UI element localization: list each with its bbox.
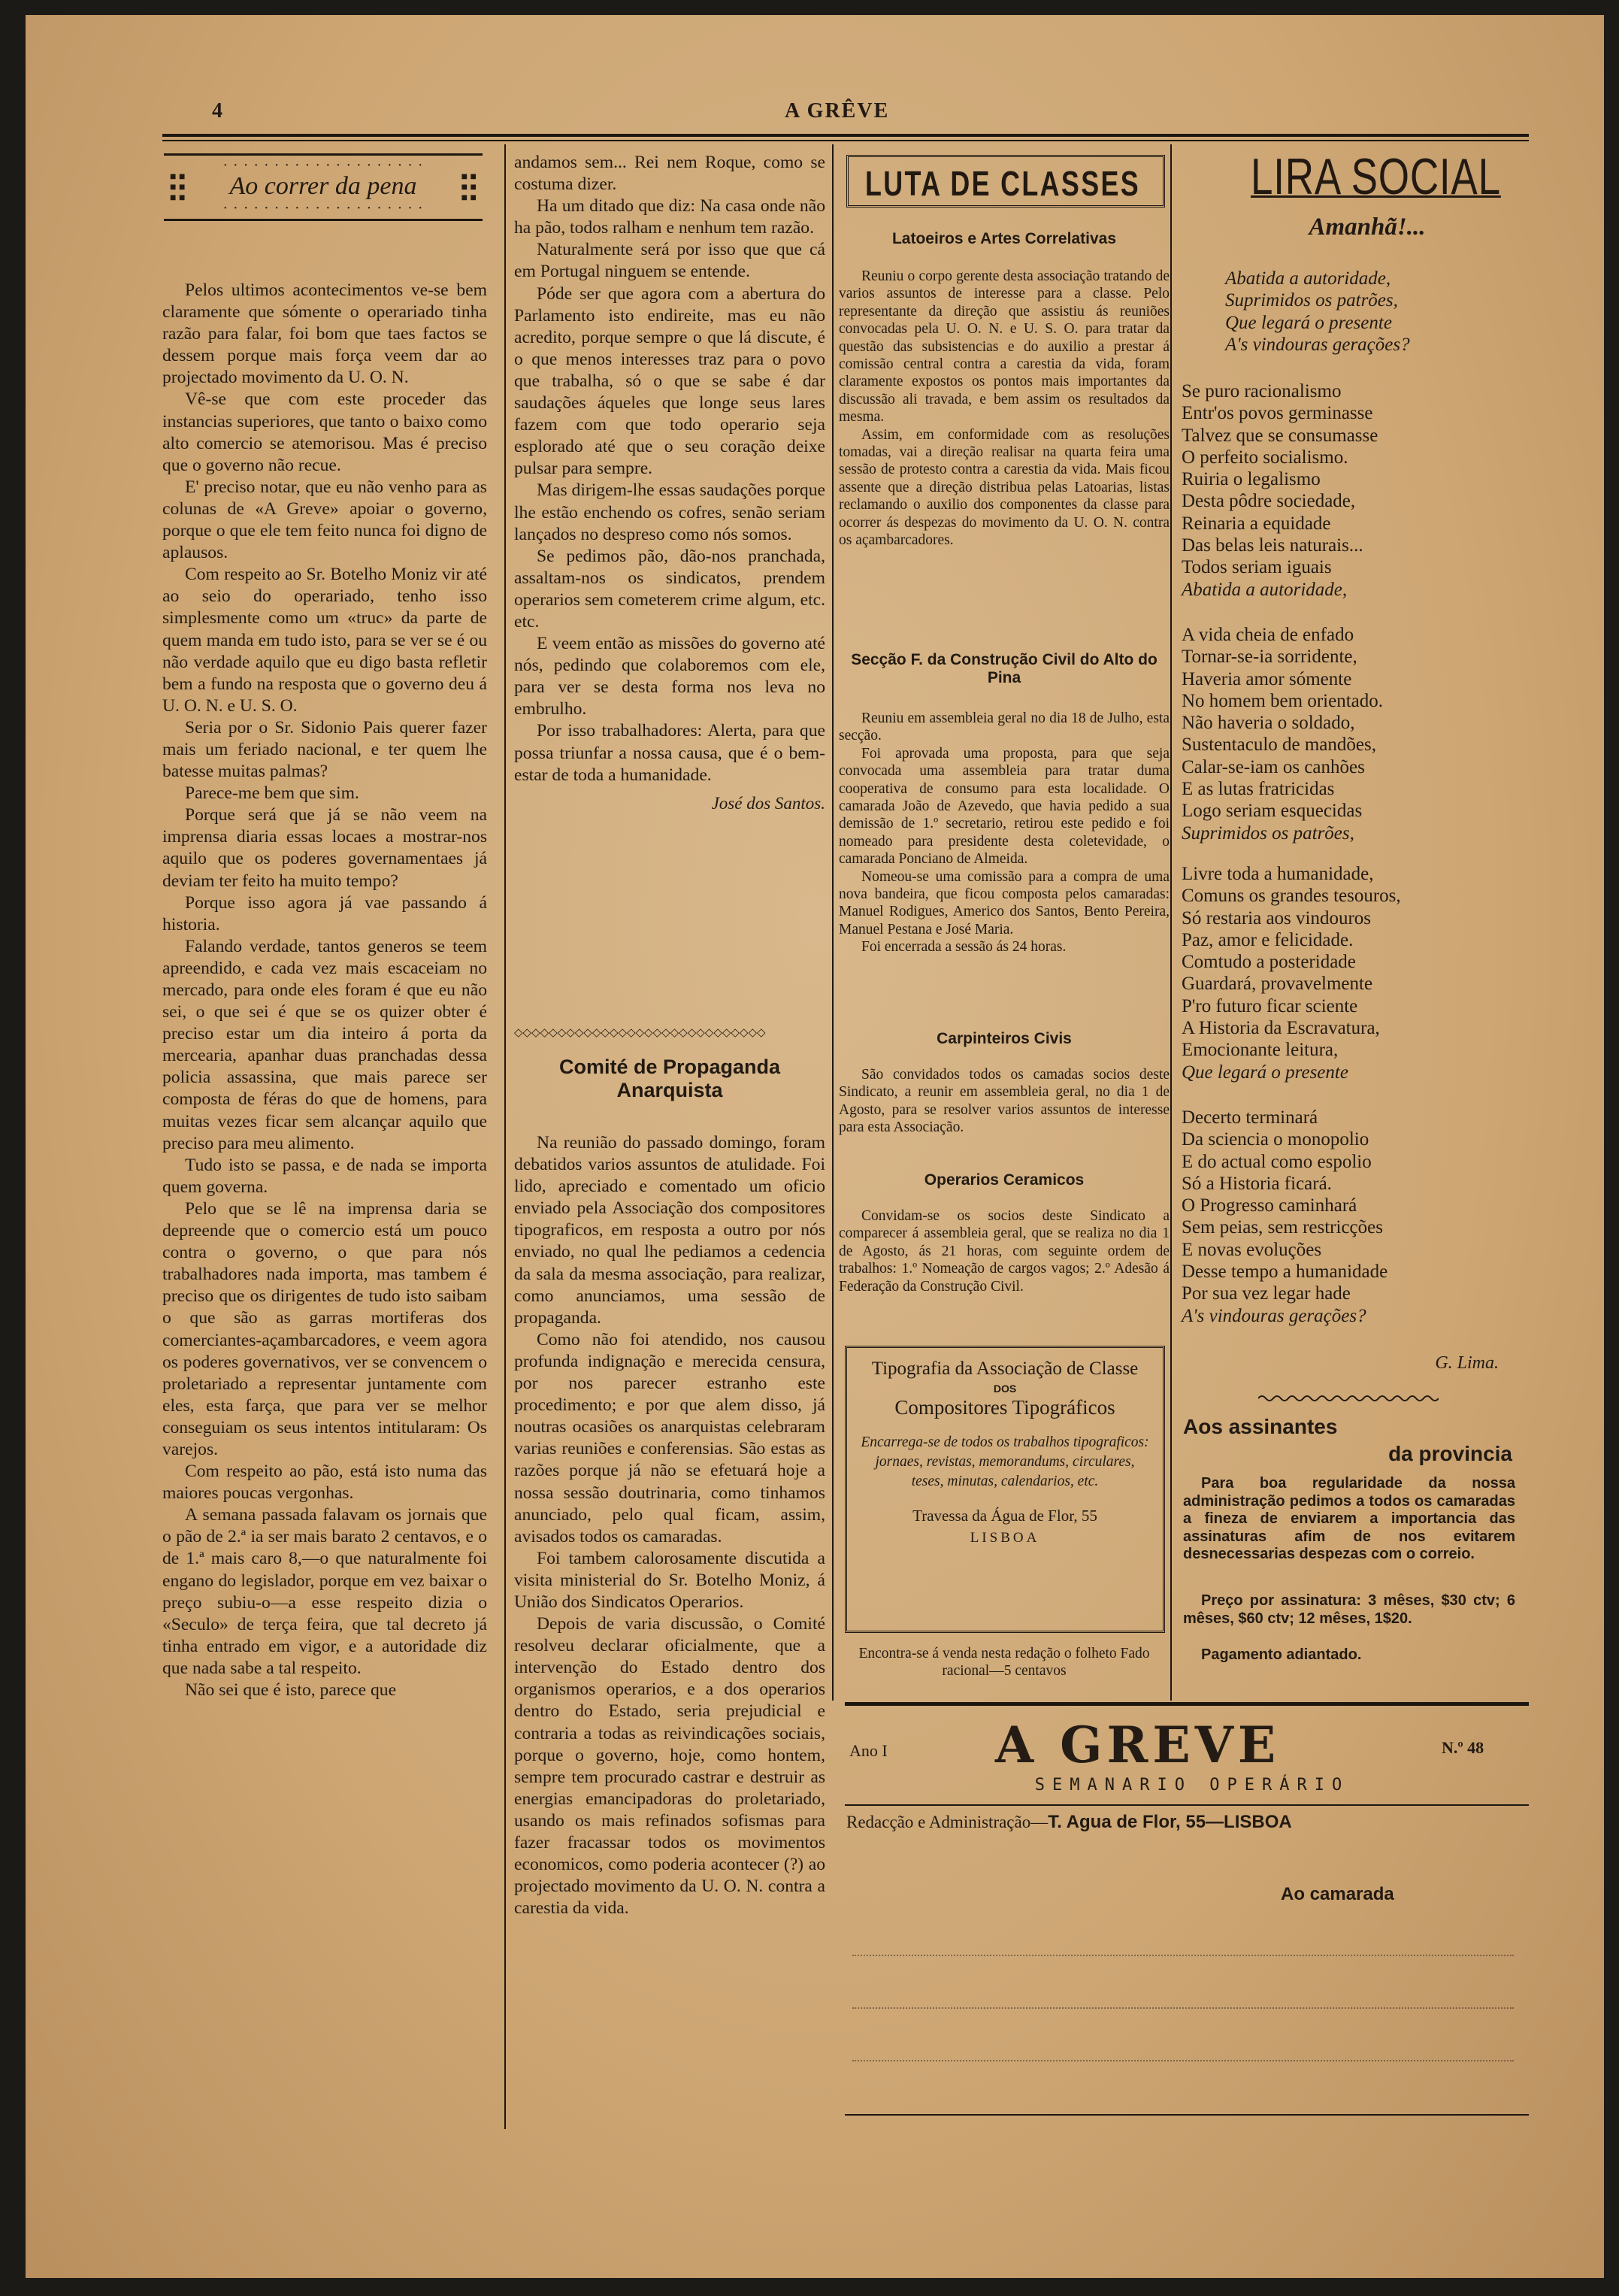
paragraph: Foi tambem calorosamente discutida a visita ministerial do Sr. Botelho Moniz, á União dos Sindicatos Operarios. [514, 1548, 825, 1612]
poem-stanza-2 [1182, 380, 1378, 601]
paragraph: Depois de varia discussão, o Comité resolveu declarar oficialmente, que a intervenção do Estado dentro dos organismos operarios, e a dos operarios dentro do Estado, seria prejudicial e contraria a todas as reivindicações sociais, porque o governo, hoje, como hontem, sempre tem procurado castrar e destruir as energias emancipadoras do proletariado, usando os mais refinados sofismas para fazer fracassar todos os movimentos economicos, como poderia acontecer (?) ao projectado movimento da U. O. N. contra a carestia da vida. [514, 1614, 825, 1919]
paragraph: E veem então as missões do governo até nós, pedindo que colaboremos com ele, para ver se desta forma nos leva no embrulho. [514, 634, 825, 719]
paragraph: Com respeito ao pão, está isto numa das maiores poucas vergonhas. [162, 1462, 487, 1504]
paragraph: Nomeou-se uma comissão para a compra de uma nova bandeira, que ficou composta pelos camaradas: Manuel Rodigues, Americo dos Santos, Bento Pereira, Manuel Pestana e José Maria. [839, 868, 1170, 937]
paragraph: Foi encerrada a sessão ás 24 horas. [861, 939, 1067, 956]
verse-line: Logo seriam esquecidas [1182, 801, 1363, 822]
verse-line: Da sciencia o monopolio [1182, 1129, 1369, 1150]
verse-line: Abatida a autoridade, [1182, 579, 1348, 600]
mailer-address: T. Agua de Flor, 55—LISBOA [1048, 1812, 1292, 1832]
paragraph: Parece-me bem que sim. [185, 783, 359, 804]
wavy-divider [1258, 1394, 1439, 1403]
assinantes-title: Aos assinantes [1183, 1415, 1338, 1438]
paragraph: Mas dirigem-lhe essas saudações porque lhe estão enchendo os cofres, senão seriam lançados no despreso como nós somos. [514, 480, 825, 544]
verse-line: E do actual como espolio [1182, 1151, 1372, 1172]
construcao-title: Secção F. da Construção Civil do Alto do Pina [851, 651, 1158, 686]
paragraph: Porque isso agora já vae passando á historia. [162, 892, 487, 934]
paragraph: E' preciso notar, que eu não venho para as colunas de «A Greve» apoiar o governo, porque o que ele tem feito nunca foi digno de aplausos. [162, 477, 487, 563]
verse-line: A's vindouras gerações? [1225, 334, 1410, 355]
ad-address: Travessa da Água de Flor, 55 [912, 1507, 1097, 1525]
paragraph: Convidam-se os socios deste Sindicato a comparecer á assembleia geral, que se realiza no dia 1 de Agosto, ás 21 horas, com seguinte ordem de trabalhos: 1.º Nomeação de cargos vagos; 2.º Adesão á Federação da Construção Civil. [839, 1208, 1170, 1295]
paragraph: Reuniu em assembleia geral no dia 18 de Julho, esta secção. [839, 710, 1170, 744]
poem-stanza-3 [1182, 624, 1383, 844]
header-rule [162, 134, 1529, 137]
verse-line: A's vindouras gerações? [1182, 1305, 1366, 1326]
ad-line3: Compositores Tipográficos [894, 1396, 1115, 1419]
address-line [852, 2060, 1514, 2061]
paragraph: Com respeito ao Sr. Botelho Moniz vir até ao seio do operariado, tenho isso simplesmente como um «truc» da parte de quem manda em tudo isto, para se ver se é ou não verdade aquilo que eu digo basta refletir bem a fundo na resposta que o governo deu á U. O. N. e U. S. O. [162, 565, 487, 716]
paragraph: Assim, em conformidade com as resoluções tomadas, vai a direção realisar na quarta feira uma sessão de protesto contra a carestia da vida. Mais ficou assente que a direção distribua pelas Latoarias, listas reclamando o auxilio dos componentes da classe para ocorrer ás despezas do movimento da U. O. N. contra os açambarcadores. [839, 426, 1170, 549]
mailer-address-label: Redacção e Administração— [846, 1813, 1049, 1831]
ceramicos-title: Operarios Ceramicos [924, 1171, 1085, 1189]
luta-de-classes-header-box [846, 155, 1165, 207]
paragraph: Pelo que se lê na imprensa daria se depreende que o comercio está um pouco contra o governo, o que para nós trabalhadores nada importa, mas tambem é preciso que os dirigentes de tudo isto saibam o que são as garras mortiferas dos comerciantes-açambarcadores, e veem agora os poderes governativos, ver se convencem o proletariado a representar juntamente com eles, esta farça, que para ver se melhor conseguiam os seus intentos intitularam: Os varejos. [162, 1198, 487, 1459]
paragraph: Na reunião do passado domingo, foram debatidos varios assuntos de atulidade. Foi lido, apreciado e comentado um oficio enviado pela Associação dos compositores tipograficos, em resposta a outro por nós enviado, no qual lhe pediamos a cedencia da sala da mesma associação, para realizar, como anunciamos, uma sessão de propaganda. [514, 1133, 825, 1328]
paragraph: Não sei que é isto, parece que [185, 1680, 397, 1700]
mailer-year: Ano I [849, 1741, 888, 1760]
poem-author: G. Lima. [1435, 1353, 1499, 1373]
paragraph: Foi aprovada uma proposta, para que seja convocada uma assembleia para tratar duma cooperativa de consumo para esta localidade. O camarada João de Azevedo, que havia pedido a sua demissão de 1.º secretario, retirou este pedido e foi nomeado para presidente desta coletevidade, o camarada Ponciano de Almeida. [839, 745, 1170, 868]
verse-line: E as lutas fratricidas [1182, 779, 1335, 800]
verse-line: Ruiria o legalismo [1182, 469, 1321, 490]
paragraph: Falando verdade, tantos generos se teem apreendido, e cada vez mais escaceiam no mercado, para onde eles foram é que eu não sei, o que sei é que se os quizer obter é preciso estar um dia inteiro á porta da mercearia, apanhar duas pranchadas dessa policia assassina, que mais parece ser composta de féras do que de homens, para muitas vezes ficar sem alcançar aquilo que preciso para meu alimento. [162, 936, 487, 1153]
verse-line: Só restaria aos vindouros [1182, 907, 1372, 928]
latoeiros-title: Latoeiros e Artes Correlativas [891, 230, 1116, 247]
mailer-rule-top [845, 1702, 1529, 1706]
poem-title: Amanhã!... [1309, 214, 1426, 241]
paragraph: São convidados todos os camadas socios deste Sindicato, a reunir em assembleia geral, no dia 1 de Agosto, para se resolver varios assuntos de interesse para esta Associação. [839, 1067, 1170, 1136]
column-rule [1170, 144, 1172, 1701]
verse-line: P'ro futuro ficar sciente [1182, 995, 1358, 1016]
mailer-salutation: Ao camarada [1281, 1884, 1394, 1904]
ad-city: LISBOA [970, 1530, 1040, 1546]
ad-body: Encarrega-se de todos os trabalhos tipograficos: jornaes, revistas, memorandums, circulares, teses, minutas, calendarios, etc. [861, 1434, 1149, 1489]
verse-line: Calar-se-iam os canhões [1182, 756, 1365, 777]
tipografia-ad-box [845, 1346, 1165, 1633]
article-col2-continuation [514, 152, 825, 814]
verse-line: A Historia da Escravatura, [1182, 1018, 1380, 1039]
address-line [852, 1955, 1514, 1956]
poem-stanza-5 [1182, 1107, 1387, 1327]
header-rule-thin [162, 140, 1529, 141]
mailer-rule-bottom [845, 2114, 1529, 2116]
divider-ornament: ◇◇◇◇◇◇◇◇◇◇◇◇◇◇◇◇◇◇◇◇◇◇◇◇◇◇◇◇◇ [514, 1027, 766, 1039]
verse-line: Livre toda a humanidade, [1182, 864, 1374, 884]
section-header-box: · · · · · · · · · · · · · · · · · · · · ■ ■ ■ ■ ■ ■ ■ ■ ■ ■ ■ ■ Ao correr da pena · · · · · · · · · · · · · · · · · · · · [164, 153, 483, 221]
verse-line: E novas evoluções [1182, 1239, 1322, 1260]
paragraph: Ha um ditado que diz: Na casa onde não ha pão, todos ralham e nenhum tem razão. [514, 196, 825, 238]
mailer-title: A GREVE [995, 1716, 1281, 1774]
mailer-subtitle: SEMANARIO OPERÁRIO [1034, 1776, 1350, 1795]
mailer-rule-mid [845, 1804, 1529, 1806]
verse-line: Todos seriam iguais [1182, 557, 1332, 578]
verse-line: Só a Historia ficará. [1182, 1173, 1332, 1194]
section-title: Ao correr da pena [229, 172, 417, 200]
comite-title: Comité de Propaganda Anarquista [558, 1056, 781, 1101]
ad-line2: DOS [993, 1383, 1017, 1395]
paragraph: Seria por o Sr. Sidonio Pais querer fazer mais um feriado nacional, e ter quem lhe batesse muitas palmas? [162, 717, 487, 782]
verse-line: Desse tempo a humanidade [1182, 1262, 1388, 1283]
assinantes-subtitle: da provincia [1388, 1442, 1512, 1465]
verse-line: Comtudo a posteridade [1182, 952, 1356, 973]
carpinteiros-title: Carpinteiros Civis [937, 1030, 1072, 1047]
article-comite [514, 1132, 825, 1919]
paragraph: Por isso trabalhadores: Alerta, para que possa triunfar a nossa causa, que é o bem-estar de toda a humanidade. [514, 721, 825, 785]
assinantes-text: Para boa regularidade da nossa administração pedimos a todos os camaradas a fineza de enviarem a importancia das assinaturas afim de nos evitarem desnecessarias despezas com o correio. [1183, 1475, 1515, 1562]
ad-line1: Tipografia da Associação de Classe [871, 1359, 1139, 1379]
precos-text: Preço por assinatura: 3 mêses, $30 ctv; 6 mêses, $60 ctv; 12 mêses, 1$20. [1183, 1592, 1515, 1627]
paragraph: Porque será que já se não veem na imprensa diaria essas locaes a mostrar-nos aquilo que os poderes governamentaes já deviam ter feito ha muito tempo? [162, 805, 487, 891]
paragraph: Naturalmente será por isso que que cá em Portugal ninguem se entende. [514, 240, 825, 282]
verse-line: Paz, amor e felicidade. [1182, 929, 1354, 950]
verse-line: Entr'os povos germinasse [1182, 403, 1373, 424]
verse-line: Emocionante leitura, [1182, 1040, 1339, 1061]
verse-line: Suprimidos os patrões, [1182, 822, 1354, 844]
paragraph: Tudo isto se passa, e de nada se importa quem governa. [162, 1155, 487, 1197]
verse-line: Reinaria a equidade [1182, 513, 1331, 534]
verse-line: Se puro racionalismo [1182, 381, 1342, 401]
article-latoeiros [839, 268, 1170, 550]
paragraph: Pelos ultimos acontecimentos ve-se bem claramente que sómente o operariado tinha razão para falar, foi bom que taes factos se dessem porque mais força veem dar ao projectado movimento da U. O. N. [162, 280, 487, 388]
address-line [852, 2007, 1514, 2009]
signature: José dos Santos. [711, 793, 825, 813]
paragraph: Reuniu o corpo gerente desta associação tratando de varios assuntos de interesse para a classe. Pelo representante da direção que assistiu ás reuniões convocadas pela U. O. N. e U. S. O. para tratar da questão das subsistencias e do auxilio a prestar á comissão central contra a carestia da vida, foram claramente expostos os pontos mais importantes da discussão ali travada, e bem assim os resultados da mesma. [839, 268, 1170, 426]
paragraph: Póde ser que agora com a abertura do Parlamento isto endireite, mas eu não acredito, porque sempre o que lá discute, é o que menos interesses traz para o povo que trabalha, só o que se sabe é dar saudações áqueles que longe seus lares fazem com que todo operario seja esplorado até que o seu coração deixe pulsar para sempre. [514, 283, 825, 479]
verse-line: Que legará o presente [1182, 1062, 1348, 1083]
verse-line: Haveria amor sómente [1182, 668, 1352, 689]
verse-line: A vida cheia de enfado [1182, 625, 1354, 645]
verse-line: Comuns os grandes tesouros, [1182, 886, 1401, 907]
verse-line: Não haveria o soldado, [1182, 713, 1355, 734]
verse-line: Das belas leis naturais... [1182, 535, 1363, 556]
verse-line: O perfeito socialismo. [1182, 447, 1348, 468]
pagamento-text: Pagamento adiantado. [1201, 1646, 1362, 1663]
mailer-address-row [846, 1812, 1292, 1833]
verse-line: Sustentaculo de mandões, [1182, 735, 1376, 756]
lira-social-title: LIRA SOCIAL [1251, 148, 1501, 205]
paragraph: Como não foi atendido, nos causou profunda indignação e merecida censura, por nos parecer estranho este procedimento; e por que alem disso, já noutras ocasiões os anarquistas celebraram varias reuniões e conferensias. São estas as razões porque já não se efetuará hoje a nossa sessão doutrinaria, como tinhamos anunciado, pelo qual ficam, assim, avisados todos os camaradas. [514, 1329, 825, 1546]
verse-line: Sem peias, sem restricções [1182, 1217, 1383, 1238]
paragraph: Se pedimos pão, dão-nos pranchada, assaltam-nos os sindicatos, prendem operarios sem cometerem crime algum, etc. etc. [514, 546, 825, 632]
paragraph: andamos sem... Rei nem Roque, como se costuma dizer. [514, 153, 825, 195]
verse-line: O Progresso caminhará [1182, 1195, 1357, 1216]
mailer-number: N.º 48 [1442, 1738, 1484, 1757]
column-rule [504, 144, 506, 2129]
poem-stanza-1 [1225, 268, 1410, 356]
newspaper-page [26, 15, 1604, 2278]
running-masthead: A GRÊVE [785, 99, 890, 123]
poem-stanza-4 [1182, 863, 1401, 1083]
article-carpinteiros [839, 1066, 1170, 1137]
verse-line: Abatida a autoridade, [1225, 268, 1391, 289]
verse-line: Tornar-se-ia sorridente, [1182, 647, 1357, 668]
verse-line: Guardará, provavelmente [1182, 974, 1373, 995]
paragraph: Vê-se que com este proceder das instancias superiores, que tanto o baixo como alto comercio se atemorisou. Mas é preciso que o governo não recue. [162, 389, 487, 475]
article-construcao [839, 710, 1170, 956]
section-title: LUTA DE CLASSES [865, 164, 1141, 203]
article-ao-correr-da-pena [162, 280, 487, 1701]
article-ceramicos [839, 1207, 1170, 1295]
page-number: 4 [212, 99, 222, 123]
folheto-notice: Encontra-se á venda nesta redação o folheto Fado racional—5 centavos [858, 1646, 1150, 1679]
verse-line: Suprimidos os patrões, [1225, 290, 1398, 311]
verse-line: No homem bem orientado. [1182, 690, 1383, 711]
paragraph: A semana passada falavam os jornais que o pão de 2.ª ia ser mais barato 2 centavos, e o de 1.ª mais caro 8,—o que naturalmente foi engano do legislador, porque em vez baixar o preço subiu-o—a esse respeito dizia o «Seculo» de terça feira, que tal decreto já tinha entrado em vigor, e a autoridade diz que nada sabe a tal respeito. [162, 1505, 487, 1678]
verse-line: Decerto terminará [1182, 1107, 1318, 1128]
verse-line: Por sua vez legar hade [1182, 1283, 1351, 1304]
verse-line: Desta pôdre sociedade, [1182, 491, 1356, 512]
verse-line: Que legará o presente [1225, 312, 1392, 333]
verse-line: Talvez que se consumasse [1182, 425, 1378, 446]
column-rule [832, 144, 834, 1701]
